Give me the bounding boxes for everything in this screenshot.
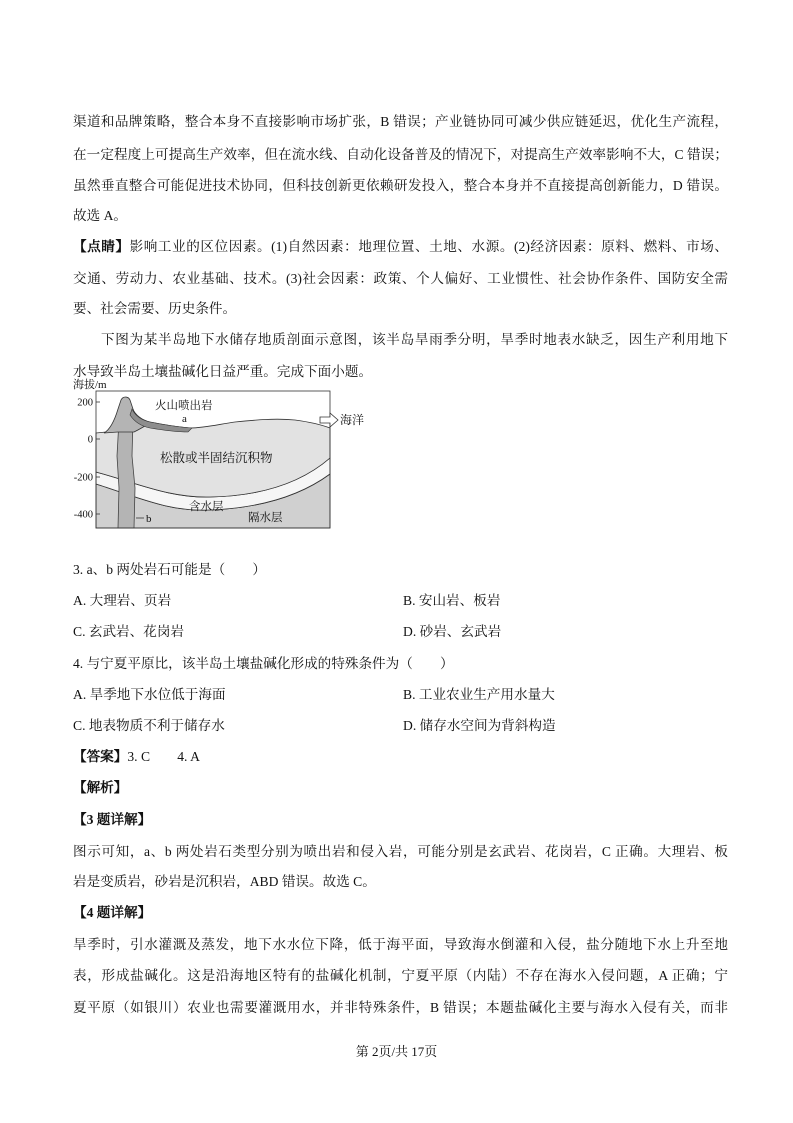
question-4-stem: 4. 与宁夏平原比，该半岛土壤盐碱化形成的特殊条件为（ ）: [73, 656, 454, 671]
y-tick-label: -400: [73, 509, 93, 521]
q4-detail-line: 旱季时，引水灌溉及蒸发，地下水水位下降，低于海平面，导致海水倒灌和入侵，盐分随地下水上升至地: [73, 937, 728, 952]
question-4-option-c: C. 地表物质不利于储存水: [73, 718, 225, 733]
question-3-option-d: D. 砂岩、玄武岩: [403, 624, 502, 639]
y-tick-label: 200: [77, 397, 93, 409]
intrusion-b: [117, 420, 135, 528]
q3-detail-line: 岩是变质岩，砂岩是沉积岩，ABD 错误。故选 C。: [73, 874, 376, 889]
prev-answer-line: 虽然垂直整合可能促进技术协同，但科技创新更依赖研发投入，整合本身并不直接提高创新能力，D 错误。: [73, 178, 728, 193]
q3-detail-line: 图示可知，a、b 两处岩石类型分别为喷出岩和侵入岩，可能分别是玄武岩、花岗岩，C 正确。大理岩、板: [73, 844, 728, 859]
aquiclude-label: 隔水层: [248, 512, 283, 524]
point-a-label: a: [182, 413, 187, 425]
ocean-arrow-icon: [320, 413, 338, 427]
tip-label: 【点睛】: [73, 239, 130, 254]
geologic-section-diagram: [60, 376, 380, 536]
question-4-option-b: B. 工业农业生产用水量大: [403, 687, 555, 702]
q4-detail-line: 表，形成盐碱化。这是沿海地区特有的盐碱化机制，宁夏平原（内陆）不存在海水入侵问题，A 正确；宁: [73, 968, 728, 983]
point-b-label: b: [146, 513, 152, 525]
analysis-label: 【解析】: [73, 780, 128, 795]
q3-detail-label: 【3 题详解】: [73, 812, 152, 827]
page-number: 第 2页/共 17页: [355, 1044, 438, 1059]
answer-line: [73, 747, 200, 767]
tip-line: 要、社会需要、历史条件。: [73, 301, 237, 316]
prev-answer-line: 在一定程度上可提高生产效率，但在流水线、自动化设备普及的情况下，对提高生产效率影响不大，C 错误；: [73, 147, 728, 162]
answer-label: 【答案】: [73, 749, 128, 764]
intro-line: 下图为某半岛地下水储存地质剖面示意图，该半岛旱雨季分明，旱季时地表水缺乏，因生产利用地下: [101, 332, 728, 347]
tip-text: 影响工业的区位因素。(1)自然因素：地理位置、土地、水源。(2)经济因素：原料、燃料、市场、: [129, 239, 729, 254]
question-4-option-d: D. 储存水空间为背斜构造: [403, 718, 556, 733]
question-4-option-a: A. 旱季地下水位低于海面: [73, 687, 226, 702]
prev-answer-conclusion: 故选 A。: [73, 208, 127, 223]
q4-detail-line: 夏平原（如银川）农业也需要灌溉用水，并非特殊条件，B 错误；本题盐碱化主要与海水入侵有关，而非: [73, 1000, 728, 1015]
question-3-stem: 3. a、b 两处岩石可能是（ ）: [73, 562, 266, 577]
q4-detail-label: 【4 题详解】: [73, 905, 152, 920]
intro-line: 水导致半岛土壤盐碱化日益严重。完成下面小题。: [73, 364, 373, 379]
geologic-section-figure: [60, 376, 380, 536]
question-3-option-c: C. 玄武岩、花岗岩: [73, 624, 185, 639]
ocean-label: 海洋: [340, 413, 365, 427]
prev-answer-line: 渠道和品牌策略，整合本身不直接影响市场扩张，B 错误；产业链协同可减少供应链延迟，优化生产流程，: [73, 114, 728, 129]
y-tick-label: -200: [73, 472, 93, 484]
question-3-option-b: B. 安山岩、板岩: [403, 593, 501, 608]
tip-line: [73, 237, 728, 257]
volcano-cone: [104, 397, 148, 433]
answer-text: 3. C 4. A: [127, 749, 200, 764]
aquifer-label: 含水层: [189, 501, 224, 513]
sediment-label: 松散或半固结沉积物: [160, 451, 273, 465]
volcanic-rock-label: 火山喷出岩: [155, 400, 213, 412]
question-3-option-a: A. 大理岩、页岩: [73, 593, 172, 608]
tip-line: 交通、劳动力、农业基础、技术。(3)社会因素：政策、个人偏好、工业惯性、社会协作条件、国防安全需: [73, 271, 728, 286]
y-axis-label: 海拔/m: [73, 379, 107, 391]
y-tick-label: 0: [87, 434, 93, 446]
